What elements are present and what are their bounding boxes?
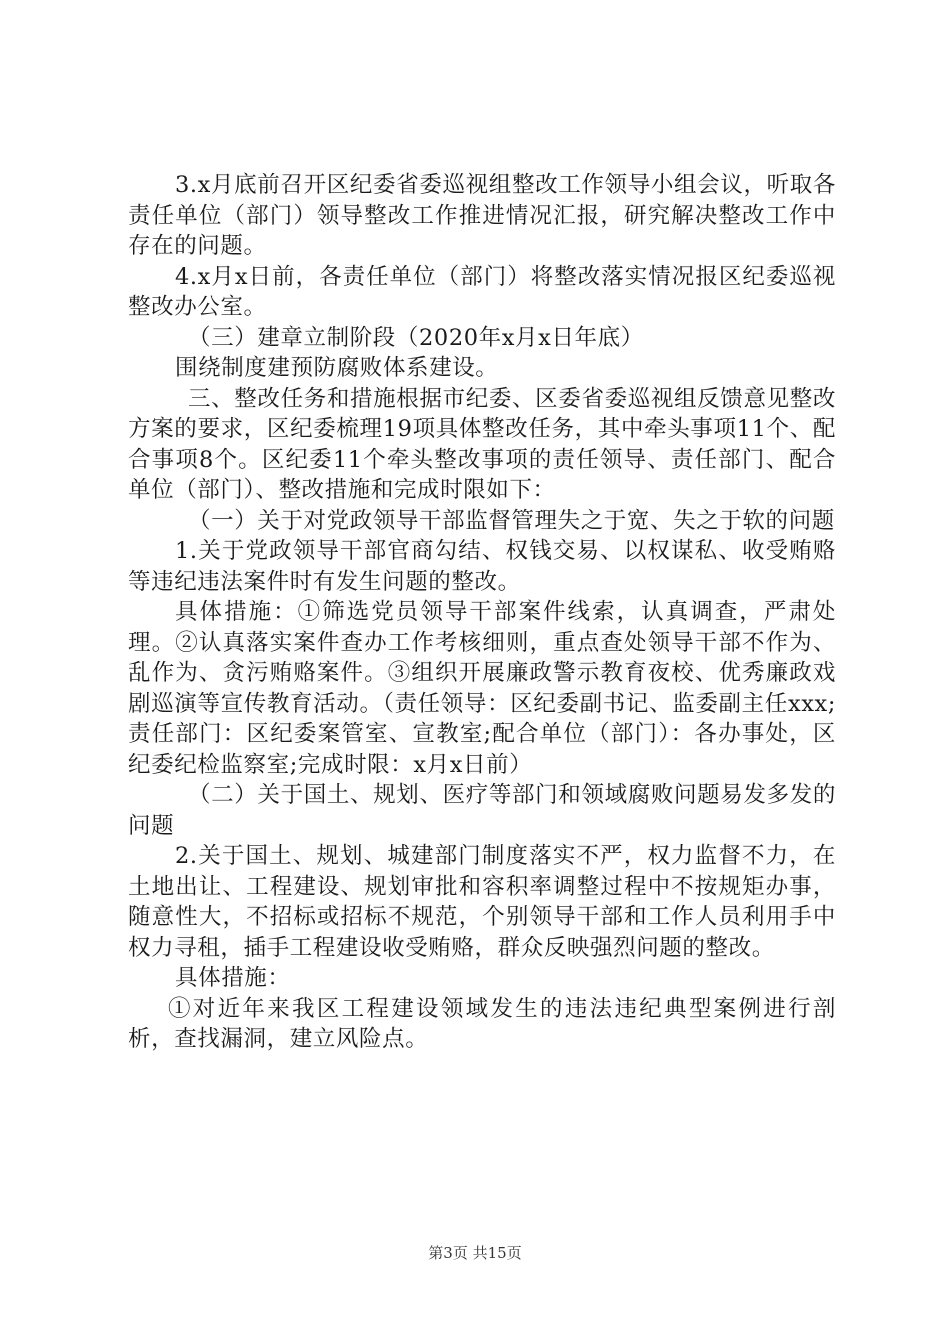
paragraph-item-3: 3.x月底前召开区纪委省委巡视组整改工作领导小组会议，听取各责任单位（部门）领导整改工作推进情况汇报，研究解决整改工作中存在的问题。 xyxy=(128,172,836,259)
page-footer: 第3页 共15页 xyxy=(428,1244,522,1262)
paragraph-measures-1: 具体措施：①筛选党员领导干部案件线索，认真调查，严肃处理。②认真落实案件查办工作考核细则，重点查处领导干部不作为、乱作为、贪污贿赂案件。③组织开展廉政警示教育夜校、优秀廉政戏剧巡演等宣传教育活动。（责任领导：区纪委副书记、监委副主任xxx;责任部门：区纪委案管室、宣教室;配合单位（部门）：各办事处，区纪委纪检监察室;完成时限：x月x日前） xyxy=(128,599,836,778)
paragraph-task-2: 2.关于国土、规划、城建部门制度落实不严，权力监督不力，在土地出让、工程建设、规划审批和容积率调整过程中不按规矩办事，随意性大，不招标或招标不规范，个别领导干部和工作人员利用手中权力寻租，插手工程建设收受贿赂，群众反映强烈问题的整改。 xyxy=(128,843,836,961)
document-body xyxy=(128,170,836,1055)
paragraph-task-1: 1.关于党政领导干部官商勾结、权钱交易、以权谋私、收受贿赂等违纪违法案件时有发生问题的整改。 xyxy=(128,538,836,595)
subsection-heading-1: （一）关于对党政领导干部监督管理失之于宽、失之于软的问题 xyxy=(188,507,835,534)
paragraph-institution: 围绕制度建预防腐败体系建设。 xyxy=(175,355,499,381)
section-heading-tasks: 三、整改任务和措施根据市纪委、区委省委巡视组反馈意见整改方案的要求，区纪委梳理19项具体整改任务，其中牵头事项11个、配合事项8个。区纪委11个牵头整改事项的责任领导、责任部门、配合单位（部门）、整改措施和完成时限如下： xyxy=(128,385,836,503)
section-heading-3: （三）建章立制阶段（2020年x月x日年底） xyxy=(188,324,644,351)
paragraph-measure-item: ①对近年来我区工程建设领域发生的违法违纪典型案例进行剖析，查找漏洞，建立风险点。 xyxy=(128,995,836,1052)
paragraph-measures-label: 具体措施： xyxy=(175,965,291,991)
subsection-heading-2: （二）关于国土、规划、医疗等部门和领域腐败问题易发多发的问题 xyxy=(128,782,836,839)
paragraph-item-4: 4.x月x日前，各责任单位（部门）将整改落实情况报区纪委巡视整改办公室。 xyxy=(128,263,836,320)
